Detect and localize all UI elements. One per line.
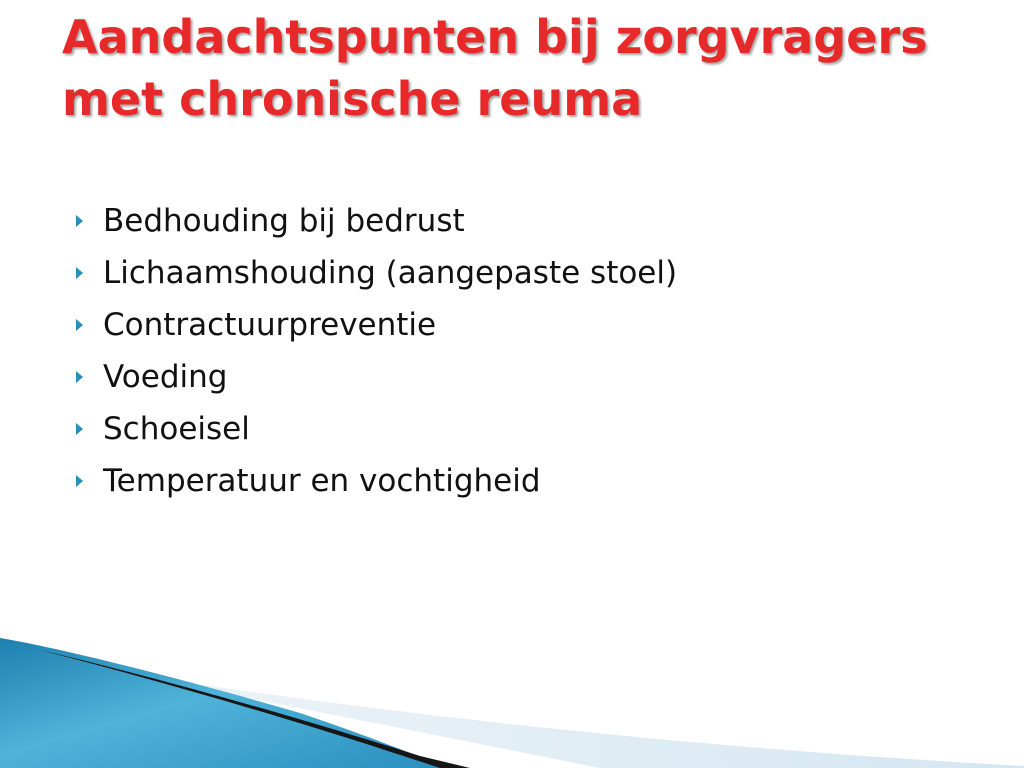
bullet-item <box>72 195 677 247</box>
slide-title: Aandachtspunten bij zorgvragers met chronische reuma <box>62 10 928 126</box>
bullet-text: Temperatuur en vochtigheid <box>103 463 541 499</box>
bullet-item <box>72 299 677 351</box>
bullet-text: Contractuurpreventie <box>103 307 437 343</box>
bullet-item <box>72 455 677 507</box>
bullet-list <box>72 195 677 507</box>
bullet-item <box>72 403 677 455</box>
wave-decoration <box>0 638 1024 768</box>
bullet-text: Bedhouding bij bedrust <box>103 203 465 239</box>
triangle-right-icon <box>76 319 83 331</box>
bullet-text: Voeding <box>103 359 228 395</box>
triangle-right-icon <box>76 423 83 435</box>
bullet-item <box>72 351 677 403</box>
triangle-right-icon <box>76 475 83 487</box>
bullet-text: Schoeisel <box>103 411 250 447</box>
triangle-right-icon <box>76 371 83 383</box>
bullet-item <box>72 247 677 299</box>
triangle-right-icon <box>76 215 83 227</box>
bullet-text: Lichaamshouding (aangepaste stoel) <box>103 255 678 291</box>
triangle-right-icon <box>76 267 83 279</box>
